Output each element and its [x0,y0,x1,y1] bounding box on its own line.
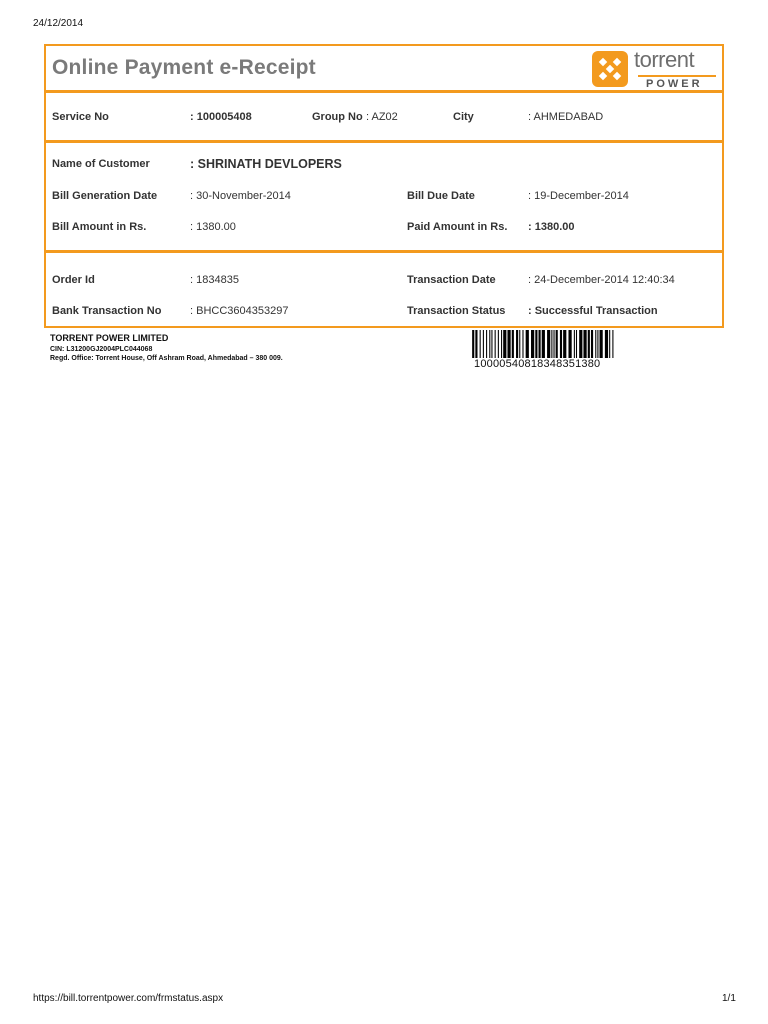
barcode-bar [588,330,590,358]
barcode-bar [512,330,514,358]
barcode-bar [489,330,490,358]
barcode-bar [583,330,586,358]
barcode-bar [605,330,608,358]
barcode-bar [472,330,474,358]
receipt-header [46,46,722,92]
barcode-bar [498,330,499,358]
barcode-bar [551,330,552,358]
print-date: 24/12/2014 [33,18,84,29]
barcode-bar [591,330,593,358]
torrent-power-logo [588,48,722,92]
order-id-label: Order Id [52,274,95,286]
group-no-value: : AZ02 [366,111,398,123]
receipt-title: Online Payment e-Receipt [52,56,316,79]
barcode-bar [526,330,529,358]
bill-amount-label: Bill Amount in Rs. [52,221,147,233]
company-name: TORRENT POWER LIMITED [50,333,169,343]
service-divider [46,140,722,143]
bill-generation-date-value: : 30-November-2014 [190,190,291,202]
customer-divider [46,250,722,253]
barcode-bar [609,330,610,358]
barcode-bar [542,330,545,358]
transaction-date-label: Transaction Date [407,274,496,286]
transaction-date-value: : 24-December-2014 12:40:34 [528,274,675,286]
barcode-bar [539,330,541,358]
customer-name-value: : SHRINATH DEVLOPERS [190,157,342,171]
company-cin: CIN: L31200GJ2004PLC044068 [50,346,153,353]
barcode-bar [563,330,566,358]
city-value: : AHMEDABAD [528,111,604,123]
barcode-bar [531,330,534,358]
barcode-bar [501,330,502,358]
barcode-bar [483,330,484,358]
barcode-bar [503,330,506,358]
torrent-logo-icon [592,51,628,87]
barcode-bar [495,330,496,358]
company-regd-office: Regd. Office: Torrent House, Off Ashram Road, Ahmedabad – 380 009. [50,355,283,362]
logo-word: torrent [634,47,695,72]
barcode-bar [507,330,510,358]
barcode-bar [612,330,613,358]
city-label: City [453,111,474,123]
bank-transaction-no-label: Bank Transaction No [52,305,162,317]
barcode-bar [568,330,571,358]
barcode-bar [595,330,596,358]
barcode-bar [480,330,481,358]
bill-amount-value: : 1380.00 [190,221,236,233]
service-no-value: : 100005408 [190,111,252,123]
customer-name-label: Name of Customer [52,158,150,170]
barcode-bar [547,330,550,358]
barcode [470,330,622,358]
barcode-bar [553,330,554,358]
paid-amount-label: Paid Amount in Rs. [407,221,508,233]
barcode-bar [535,330,537,358]
barcode-bar [600,330,603,358]
barcode-bar [519,330,520,358]
header-divider [46,90,722,93]
logo-sub: POWER [646,78,703,90]
print-page-number: 1/1 [722,993,736,1004]
order-id-value: : 1834835 [190,274,239,286]
barcode-bar [486,330,487,358]
barcode-bar [574,330,575,358]
bill-due-date-label: Bill Due Date [407,190,475,202]
barcode-bar [560,330,562,358]
paid-amount-value: : 1380.00 [528,221,575,233]
barcode-bar [597,330,598,358]
receipt-panel [44,44,724,328]
group-no-label: Group No [312,111,363,123]
barcode-bar [516,330,518,358]
transaction-status-value: : Successful Transaction [528,305,658,317]
bank-transaction-no-value: : BHCC3604353297 [190,305,289,317]
bill-due-date-value: : 19-December-2014 [528,190,629,202]
logo-underline [638,75,716,77]
barcode-bar [522,330,523,358]
service-no-label: Service No [52,111,109,123]
transaction-status-label: Transaction Status [407,305,506,317]
print-url: https://bill.torrentpower.com/frmstatus.aspx [33,993,224,1004]
barcode-number: 10000540818348351380 [474,358,601,370]
barcode-bar [475,330,477,358]
bill-generation-date-label: Bill Generation Date [52,190,158,202]
barcode-bar [579,330,582,358]
company-footer [50,333,283,362]
barcode-bar [491,330,492,358]
barcode-bar [576,330,577,358]
barcode-bar [556,330,558,358]
